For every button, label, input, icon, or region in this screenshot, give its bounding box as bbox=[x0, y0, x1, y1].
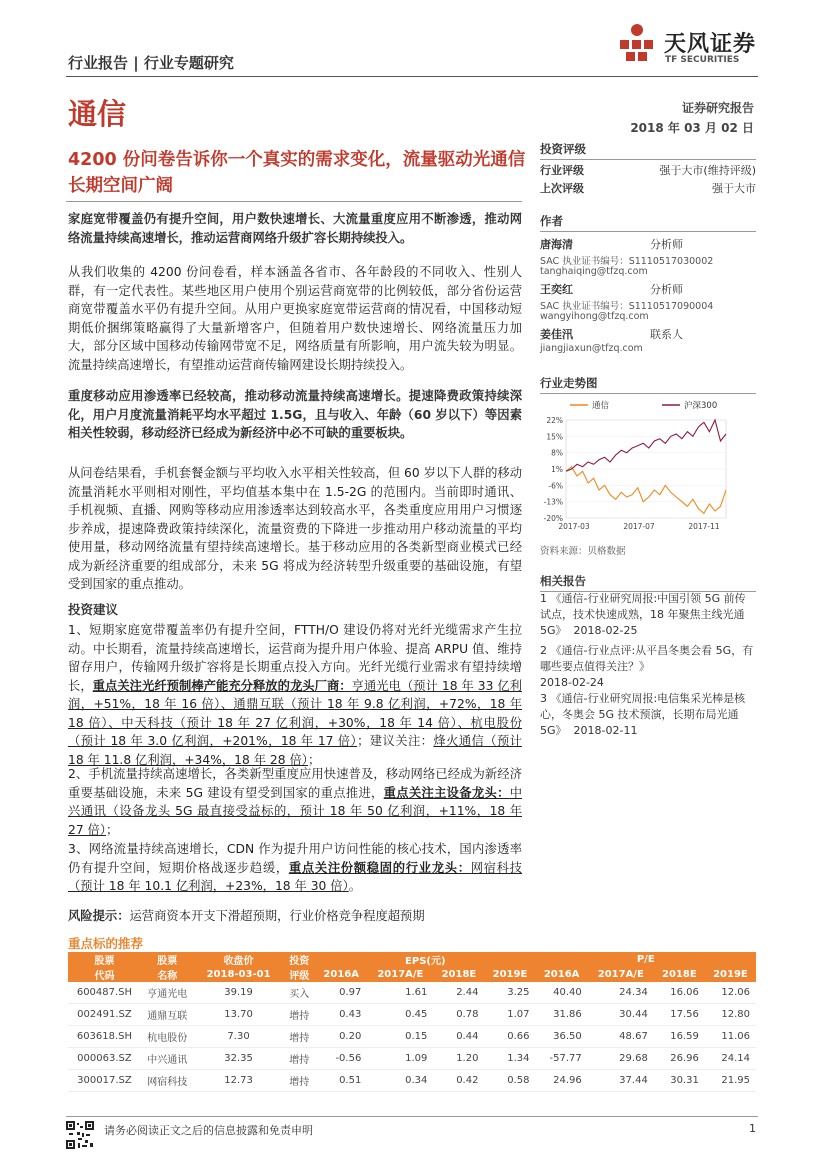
table-cell: 增持 bbox=[283, 1070, 315, 1092]
legend-label: 通信 bbox=[592, 401, 610, 411]
table-cell: 3.25 bbox=[484, 982, 535, 1004]
industry-title: 通信 bbox=[68, 97, 127, 131]
series-line bbox=[566, 420, 726, 471]
col-header: 股票 bbox=[141, 952, 194, 967]
author-email[interactable]: wangyihong@tfzq.com bbox=[540, 311, 649, 322]
rating-heading: 投资评级 bbox=[540, 141, 756, 160]
table-row bbox=[68, 1026, 756, 1048]
table-cell: 1.20 bbox=[433, 1048, 484, 1070]
table-cell: 0.97 bbox=[315, 982, 367, 1004]
invest3-end: 。 bbox=[348, 879, 362, 893]
table-cell: 600487.SH bbox=[68, 982, 141, 1004]
chart-source: 资料来源：贝格数据 bbox=[540, 546, 626, 557]
brand-name-en: TF SECURITIES bbox=[665, 55, 740, 65]
table-cell: 603618.SH bbox=[68, 1026, 141, 1048]
author-role: 分析师 bbox=[650, 283, 683, 296]
recommendation-table bbox=[68, 952, 756, 1092]
x-tick-label: 2017-11 bbox=[688, 522, 720, 531]
table-cell: 亨通光电 bbox=[141, 982, 194, 1004]
y-tick-label: 8% bbox=[551, 448, 563, 458]
table-title: 重点标的推荐 bbox=[68, 936, 144, 951]
col-header: 名称 bbox=[141, 967, 194, 982]
report-type: 证券研究报告 bbox=[681, 101, 754, 115]
col-header: 2018E bbox=[654, 967, 705, 982]
title-divider bbox=[66, 201, 522, 202]
risk-note bbox=[68, 906, 522, 924]
table-cell: 39.19 bbox=[194, 982, 284, 1004]
table-cell: 增持 bbox=[283, 1048, 315, 1070]
x-tick-label: 2017-07 bbox=[623, 522, 655, 531]
table-cell: 0.45 bbox=[367, 1004, 433, 1026]
table-cell: 37.44 bbox=[588, 1070, 654, 1092]
table-cell: 17.56 bbox=[654, 1004, 705, 1026]
trend-heading: 行业走势图 bbox=[540, 375, 756, 394]
author-name: 姜佳汛 bbox=[540, 328, 573, 341]
table-cell: 0.51 bbox=[315, 1070, 367, 1092]
investment-item-1 bbox=[68, 621, 522, 769]
table-cell: 002491.SZ bbox=[68, 1004, 141, 1026]
invest3-focus: 重点关注份额稳固的行业龙头： bbox=[288, 860, 471, 875]
table-row bbox=[68, 1004, 756, 1026]
invest1-focus: 重点关注光纤预制棒产能充分释放的龙头厂商： bbox=[92, 678, 352, 693]
author-heading: 作者 bbox=[540, 213, 756, 232]
col-header-pe: P/E bbox=[536, 952, 757, 967]
table-cell: 2.44 bbox=[433, 982, 484, 1004]
header-divider bbox=[66, 76, 758, 77]
invest1-sep: ；建议关注： bbox=[357, 734, 434, 748]
industry-trend-chart bbox=[540, 394, 756, 534]
prev-rating-value: 强于大市 bbox=[712, 182, 756, 195]
y-tick-label: 22% bbox=[546, 416, 563, 425]
table-header-row bbox=[68, 952, 756, 967]
table-row bbox=[68, 1048, 756, 1070]
table-cell: 12.80 bbox=[705, 1004, 756, 1026]
author-email[interactable]: jiangjiaxun@tfzq.com bbox=[540, 343, 643, 354]
table-cell: -0.56 bbox=[315, 1048, 367, 1070]
table-cell: 30.44 bbox=[588, 1004, 654, 1026]
investment-item-3 bbox=[68, 840, 522, 896]
col-header: 2018E bbox=[433, 967, 484, 982]
qr-code-icon bbox=[66, 1121, 94, 1149]
related-report[interactable] bbox=[540, 691, 756, 739]
table-cell: 网宿科技 bbox=[141, 1070, 194, 1092]
invest2-end: ； bbox=[106, 822, 119, 837]
summary-mobile: 重度移动应用渗透率已经较高，推动移动流量持续高速增长。提速降费政策持续深化，用户月度流量消耗平均水平超过 1.5G，且与收入、年龄（60 岁以下）等因素相关性较弱，移动经济已经成为新经济中必不可缺的重要板块。 bbox=[68, 389, 522, 440]
y-tick-label: -20% bbox=[543, 514, 563, 523]
invest2-focus: 重点关注主设备龙头： bbox=[383, 785, 510, 800]
table-cell: 0.42 bbox=[433, 1070, 484, 1092]
risk-label: 风险提示： bbox=[68, 909, 130, 923]
table-cell: 16.06 bbox=[654, 982, 705, 1004]
investment-heading: 投资建议 bbox=[68, 602, 119, 617]
investment-item-2 bbox=[68, 765, 522, 839]
paragraph-mobile: 从问卷结果看，手机套餐金额与平均收入水平相关性较高，但 60 岁以下人群的移动流量消耗水平则相对刚性，平均值基本集中在 1.5-2G 的范围内。当前即时通讯、手机视频、直播、网购等移动应用渗透率达到较高水平，各类重度应用用户习惯逐步养成，提速降费政策持续深化，流量资费的下降进一步推动用户移动流量的平均使用量，移动网络流量有望持续高速增长。基于移动应用的各类新型商业模式已经成为新经济重要的组成部分，未来 5G 将成为经济转型升级重要的基础设施，有望受到国家的重点推动。 bbox=[68, 466, 522, 591]
table-cell: 0.66 bbox=[484, 1026, 535, 1048]
table-cell: 31.86 bbox=[536, 1004, 588, 1026]
table-cell: 48.67 bbox=[588, 1026, 654, 1048]
table-row bbox=[68, 1070, 756, 1092]
author-role: 联系人 bbox=[650, 328, 683, 341]
table-cell: 0.43 bbox=[315, 1004, 367, 1026]
related-report-date: 2018-02-24 bbox=[540, 676, 604, 689]
y-tick-label: -13% bbox=[543, 497, 563, 507]
rating-label: 行业评级 bbox=[540, 164, 584, 177]
table-cell: 36.50 bbox=[536, 1026, 588, 1048]
table-row bbox=[68, 982, 756, 1004]
report-title: 4200 份问卷告诉你一个真实的需求变化，流量驱动光通信长期空间广阔 bbox=[68, 150, 526, 196]
col-header: 2019E bbox=[705, 967, 756, 982]
table-cell: 增持 bbox=[283, 1026, 315, 1048]
table-cell: 26.96 bbox=[654, 1048, 705, 1070]
col-header: 评级 bbox=[283, 967, 315, 982]
author-name: 王奕红 bbox=[540, 283, 573, 296]
y-tick-label: 15% bbox=[546, 432, 563, 442]
table-cell: 1.07 bbox=[484, 1004, 535, 1026]
tf-logo-icon bbox=[612, 22, 660, 68]
x-tick-label: 2017-03 bbox=[558, 522, 590, 531]
table-cell: 13.70 bbox=[194, 1004, 284, 1026]
risk-text: 运营商资本开支下滑超预期，行业价格竞争程度超预期 bbox=[129, 909, 425, 923]
related-report[interactable] bbox=[540, 591, 756, 639]
table-cell: 24.14 bbox=[705, 1048, 756, 1070]
legend-label: 沪深300 bbox=[684, 401, 718, 411]
col-header: 2016A bbox=[536, 967, 588, 982]
y-tick-label: -6% bbox=[548, 481, 563, 491]
table-cell: 30.31 bbox=[654, 1070, 705, 1092]
table-cell: 1.61 bbox=[367, 982, 433, 1004]
table-cell: 增持 bbox=[283, 1004, 315, 1026]
author-email[interactable]: tanghaiqing@tfzq.com bbox=[540, 266, 648, 277]
prev-rating-label: 上次评级 bbox=[540, 182, 584, 195]
table-cell: 300017.SZ bbox=[68, 1070, 141, 1092]
table-cell: 买入 bbox=[283, 982, 315, 1004]
table-cell: 11.06 bbox=[705, 1026, 756, 1048]
invest1-stocks: 亨通光电（预计 18 年 33 亿利润，+51%，18 年 16 倍）、通鼎互联（预计 18 年 9.8 亿利润，+72%，18 年 18 倍）、中天科技（预计 18 年 27 亿利润，+30%，18 年 14 倍）、杭电股份（预计 18 年 3.0 亿利润，+201%，18 年 17 倍） bbox=[68, 678, 522, 748]
table-cell: 杭电股份 bbox=[141, 1026, 194, 1048]
col-header: 2016A bbox=[315, 967, 367, 982]
col-header: 2017A/E bbox=[588, 967, 654, 982]
table-header-row bbox=[68, 967, 756, 982]
invest1-text: 1、短期家庭宽带覆盖率仍有提升空间，FTTH/O 建设仍将对光纤光缆需求产生拉动。中长期看，流量持续高速增长，运营商为提升用户体验、提高 ARPU 值、维持留存用户，传输网升级扩容将是长期重点投入方向。光纤光缆行业需求有望持续增长， bbox=[68, 623, 522, 693]
table-cell: 16.59 bbox=[654, 1026, 705, 1048]
col-header: 2018-03-01 bbox=[194, 967, 284, 982]
related-report[interactable] bbox=[540, 643, 756, 691]
rating-value: 强于大市(维持评级) bbox=[659, 164, 756, 177]
table-cell: 通鼎互联 bbox=[141, 1004, 194, 1026]
author-role: 分析师 bbox=[650, 238, 683, 251]
table-cell: 29.68 bbox=[588, 1048, 654, 1070]
table-cell: 24.96 bbox=[536, 1070, 588, 1092]
col-header: 股票 bbox=[68, 952, 141, 967]
col-header: 2019E bbox=[484, 967, 535, 982]
invest1-end: ； bbox=[307, 752, 321, 767]
table-cell: 0.20 bbox=[315, 1026, 367, 1048]
related-report-title[interactable]: 1 《通信-行业研究周报:中国引领 5G 前传试点，技术快速成熟，18 年聚焦主线光通 5G》 bbox=[540, 592, 746, 637]
table-cell: 0.34 bbox=[367, 1070, 433, 1092]
related-report-title[interactable]: 2 《通信-行业点评:从平昌冬奥会看 5G，有哪些要点值得关注？》 bbox=[540, 644, 754, 673]
table-cell: 24.34 bbox=[588, 982, 654, 1004]
series-line bbox=[566, 467, 726, 514]
col-header: 代码 bbox=[68, 967, 141, 982]
author-name: 唐海清 bbox=[540, 238, 573, 251]
table-cell: -57.77 bbox=[536, 1048, 588, 1070]
author-sac: SAC 执业证书编号：S1110517090004 bbox=[540, 301, 714, 312]
col-header: 2017A/E bbox=[367, 967, 433, 982]
table-cell: 0.78 bbox=[433, 1004, 484, 1026]
disclaimer-link[interactable]: 请务必阅读正文之后的信息披露和免责申明 bbox=[104, 1124, 313, 1137]
col-header-eps: EPS(元) bbox=[315, 952, 535, 967]
table-cell: 000063.SZ bbox=[68, 1048, 141, 1070]
summary-broadband: 家庭宽带覆盖仍有提升空间，用户数快速增长、大流量重度应用不断渗透，推动网络流量持续高速增长，推动运营商网络升级扩容长期持续投入。 bbox=[68, 212, 522, 245]
table-cell: 12.06 bbox=[705, 982, 756, 1004]
invest3-stocks: 网宿科技（预计 18 年 10.1 亿利润，+23%，18 年 30 倍） bbox=[68, 860, 522, 893]
table-cell: 0.58 bbox=[484, 1070, 535, 1092]
report-date: 2018 年 03 月 02 日 bbox=[630, 121, 754, 135]
report-category: 行业报告 | 行业专题研究 bbox=[68, 54, 234, 72]
related-report-title[interactable]: 3 《通信-行业研究周报:电信集采光棒是核心，冬奥会 5G 技术预演，长期布局光通 5G》 bbox=[540, 692, 746, 737]
paragraph-broadband: 从我们收集的 4200 份问卷看，样本涵盖各省市、各年龄段的不同收入、性别人群，有一定代表性。某些地区用户使用个别运营商宽带的比例较低，部分省份运营商宽带覆盖水平仍有提升空间。从用户更换家庭宽带运营商的情况看，中国移动短期低价捆绑策略赢得了大量新增客户，但随着用户数快速增长、网络流量压力加大，部分区域中国移动传输网带宽不足，网络质量有所影响，用户流失较为明显。流量持续高速增长，有望推动运营商传输网建设长期持续投入。 bbox=[68, 265, 522, 372]
brand-name: 天风证券 bbox=[664, 32, 757, 57]
invest2-text: 2、手机流量持续高速增长，各类新型重度应用快速普及，移动网络已经成为新经济重要基础设施，未来 5G 建设有望受到国家的重点推进， bbox=[68, 767, 522, 800]
table-cell: 40.40 bbox=[536, 982, 588, 1004]
table-cell: 1.09 bbox=[367, 1048, 433, 1070]
page-number: 1 bbox=[749, 1122, 756, 1135]
col-header: 投资 bbox=[283, 952, 315, 967]
invest3-text: 3、网络流量持续高速增长，CDN 作为提升用户访问性能的核心技术，国内渗透率仍有提升空间，短期价格战逐步趋缓， bbox=[68, 842, 522, 875]
invest2-stocks: 中兴通讯（设备龙头 5G 最直接受益标的，预计 18 年 50 亿利润，+11%，18 年 27 倍） bbox=[68, 785, 522, 837]
table-cell: 1.34 bbox=[484, 1048, 535, 1070]
table-cell: 中兴通讯 bbox=[141, 1048, 194, 1070]
invest1-watch: 烽火通信（预计 18 年 11.8 亿利润，+34%，18 年 28 倍） bbox=[68, 734, 522, 767]
author-sac: SAC 执业证书编号：S1110517030002 bbox=[540, 256, 714, 267]
table-cell: 0.15 bbox=[367, 1026, 433, 1048]
footer-divider bbox=[66, 1116, 758, 1117]
table-cell: 32.35 bbox=[194, 1048, 284, 1070]
table-cell: 7.30 bbox=[194, 1026, 284, 1048]
table-cell: 0.44 bbox=[433, 1026, 484, 1048]
related-report-date: 2018-02-25 bbox=[573, 624, 638, 637]
table-cell: 21.95 bbox=[705, 1070, 756, 1092]
col-header: 收盘价 bbox=[194, 952, 284, 967]
related-report-date: 2018-02-11 bbox=[573, 724, 638, 737]
table-cell: 12.73 bbox=[194, 1070, 284, 1092]
related-heading: 相关报告 bbox=[540, 573, 756, 592]
y-tick-label: 1% bbox=[551, 465, 563, 474]
